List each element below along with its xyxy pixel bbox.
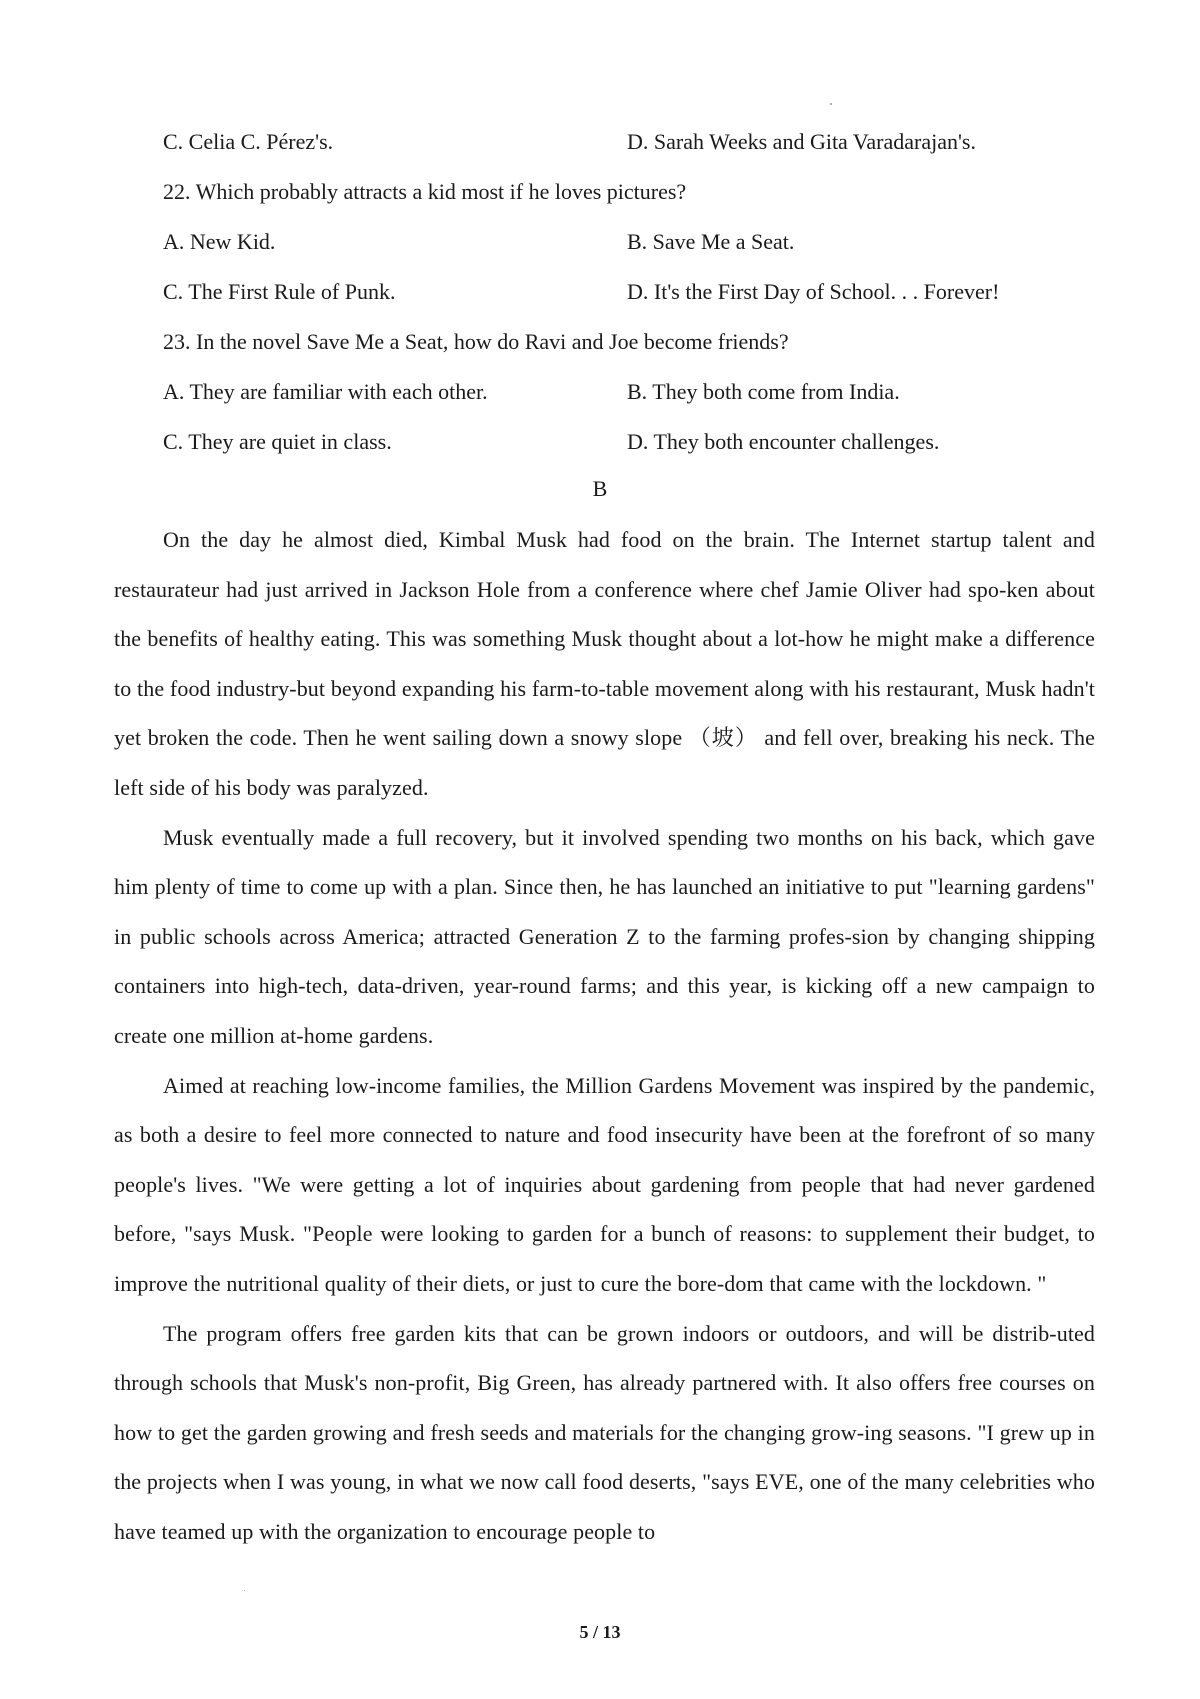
q23-options-row-ab (163, 372, 1113, 422)
scan-speck (830, 103, 832, 105)
q22-options-row-cd (163, 272, 1113, 322)
passage-paragraph: The program offers free garden kits that can be grown indoors or outdoors, and will be distrib-uted through schools that Musk's non-profit, Big Green, has already partnered with. It also offers free courses on how to get the garden growing and fresh seeds and materials for the changing grow-ing seasons. "I grew up in the projects when I was young, in what we now call food deserts, "says EVE, one of the many celebrities who have teamed up with the organization to encourage people to (114, 1320, 1095, 1544)
question-block (163, 122, 1113, 472)
q23-options-row-cd (163, 422, 1113, 472)
reading-passage (114, 515, 1095, 1556)
page-number: 5 / 13 (579, 1622, 621, 1642)
passage-paragraph: Aimed at reaching low-income families, the Million Gardens Movement was inspired by the pandemic, as both a desire to feel more connected to nature and food insecurity have been at the forefront of so many people's lives. "We were getting a lot of inquiries about gardening from people that had never gardened before, "says Musk. "People were looking to garden for a bunch of reasons: to supplement their budget, to improve the nutritional quality of their diets, or just to cure the bore-dom that came with the lockdown. " (114, 1072, 1095, 1296)
q22-stem-row (163, 172, 1113, 222)
q22-option-d: D. It's the First Day of School. . . Forever! (627, 279, 1000, 304)
q21-options-row-cd (163, 122, 1113, 172)
passage-paragraph: On the day he almost died, Kimbal Musk had food on the brain. The Internet startup talent and restaurateur had just arrived in Jackson Hole from a conference where chef Jamie Oliver had spo-ken about the benefits of healthy eating. This was something Musk thought about a lot-how he might make a difference to the food industry-but beyond expanding his farm-to-table movement along with his restaurant, Musk hadn't yet broken the code. Then he went sailing down a snowy slope （坡） and fell over, breaking his neck. The left side of his body was paralyzed. (114, 527, 1095, 800)
q21-option-c: C. Celia C. Pérez's. (163, 129, 334, 154)
q23-option-b: B. They both come from India. (627, 379, 900, 404)
q23-stem-row (163, 322, 1113, 372)
q22-stem: 22. Which probably attracts a kid most if he loves pictures? (163, 179, 687, 204)
q22-option-c: C. The First Rule of Punk. (163, 279, 396, 304)
q22-option-b: B. Save Me a Seat. (627, 229, 795, 254)
q23-option-d: D. They both encounter challenges. (627, 429, 940, 454)
q23-stem: 23. In the novel Save Me a Seat, how do Ravi and Joe become friends? (163, 329, 789, 354)
section-label: B (592, 476, 608, 501)
q21-option-d: D. Sarah Weeks and Gita Varadarajan's. (627, 129, 976, 154)
q22-options-row-ab (163, 222, 1113, 272)
scan-speck (244, 1590, 245, 1591)
q23-option-c: C. They are quiet in class. (163, 429, 392, 454)
passage-paragraph: Musk eventually made a full recovery, but it involved spending two months on his back, which gave him plenty of time to come up with a plan. Since then, he has launched an initiative to put "learning gardens" in public schools across America; attracted Generation Z to the farming profes-sion by changing shipping containers into high-tech, data-driven, year-round farms; and this year, is kicking off a new campaign to create one million at-home gardens. (114, 824, 1095, 1048)
q22-option-a: A. New Kid. (163, 229, 276, 254)
q23-option-a: A. They are familiar with each other. (163, 379, 488, 404)
